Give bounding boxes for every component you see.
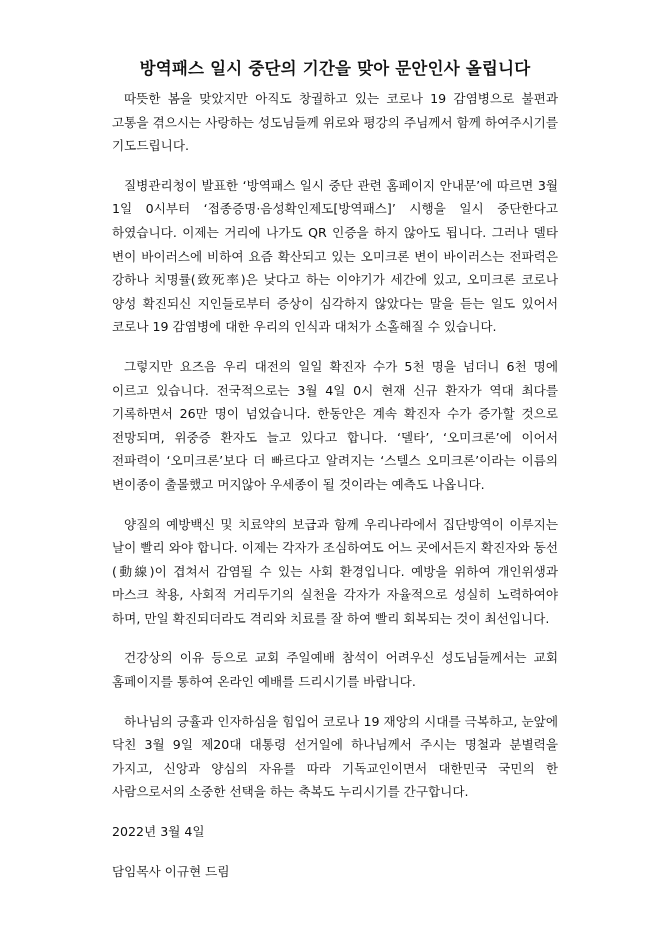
paragraph-prevention: 양질의 예방백신 및 치료약의 보급과 함께 우리나라에서 집단방역이 이루지는 날이 빨리 와야 합니다. 이제는 각자가 조심하여도 어느 곳에서든지 확진자와 동선(動線)이 겹쳐서 감염될 수 있는 사회 환경입니다. 예방을 위하여 개인위생과 마스크 착용, 사회적 거리두기의 실천을 각자가 자율적으로 성실히 노력하여야 하며, 만일 확진되더라도 격리와 치료를 잘 하여 빨리 회복되는 것이 최선입니다.: [112, 516, 558, 626]
paragraph-case-numbers: 그렇지만 요즈음 우리 대전의 일일 확진자 수가 5천 명을 넘더니 6천 명에 이르고 있습니다. 전국적으로는 3월 4일 0시 현재 신규 환자가 역대 최다를 기록하면서 26만 명이 넘었습니다. 한동안은 계속 확진자 수가 증가할 것으로 전망되며, 위중증 환자도 늘고 있다고 합니다. ‘델타’, ‘오미크론’에 이어서 전파력이 ‘오미크론’보다 더 빠르다고 알려지는 ‘스텔스 오미크론’이라는 이름의 변이종이 출몰했고 머지않아 우세종이 될 것이라는 예측도 나옵니다.: [112, 358, 558, 492]
paragraph-pass-suspension: 질병관리청이 발표한 ‘방역패스 일시 중단 관련 홈페이지 안내문’에 따르면 3월 1일 0시부터 ‘접종증명·음성확인제도[방역패스]’ 시행을 일시 중단한다고 하였습니다. 이제는 거리에 나가도 QR 인증을 하지 않아도 됩니다. 그러나 델타 변이 바이러스에 비하여 요즘 확산되고 있는 오미크론 변이 바이러스는 전파력은 강하나 치명률(致死率)은 낮다고 하는 이야기가 세간에 있고, 오미크론 코로나 양성 확진되신 지인들로부터 증상이 심각하지 않았다는 말을 듣는 일도 있어서 코로나 19 감염병에 대한 우리의 인식과 대처가 소홀해질 수 있습니다.: [112, 177, 558, 335]
paragraph-blessing: 하나님의 긍휼과 인자하심을 힘입어 코로나 19 재앙의 시대를 극복하고, 눈앞에 닥친 3월 9일 제20대 대통령 선거일에 하나님께서 주시는 명철과 분별력을 가지고, 신앙과 양심의 자유를 따라 기독교인이면서 대한민국 국민의 한 사람으로서의 소중한 선택을 하는 축복도 누리시기를 간구합니다.: [112, 713, 558, 800]
letter-signature: 담임목사 이규현 드림: [112, 863, 230, 879]
letter-page: [112, 55, 558, 899]
letter-date: 2022년 3월 4일: [112, 824, 205, 840]
paragraph-greeting: 따뜻한 봄을 맞았지만 아직도 창궐하고 있는 코로나 19 감염병으로 불편과 고통을 겪으시는 사랑하는 성도님들께 위로와 평강의 주님께서 함께 하여주시기를 기도드립니다.: [112, 91, 558, 154]
letter-title: 방역패스 일시 중단의 기간을 맞아 문안인사 올립니다: [139, 59, 531, 78]
paragraph-online-worship: 건강상의 이유 등으로 교회 주일예배 참석이 어려우신 성도님들께서는 교회 홈페이지를 통하여 온라인 예배를 드리시기를 바랍니다.: [112, 650, 558, 690]
